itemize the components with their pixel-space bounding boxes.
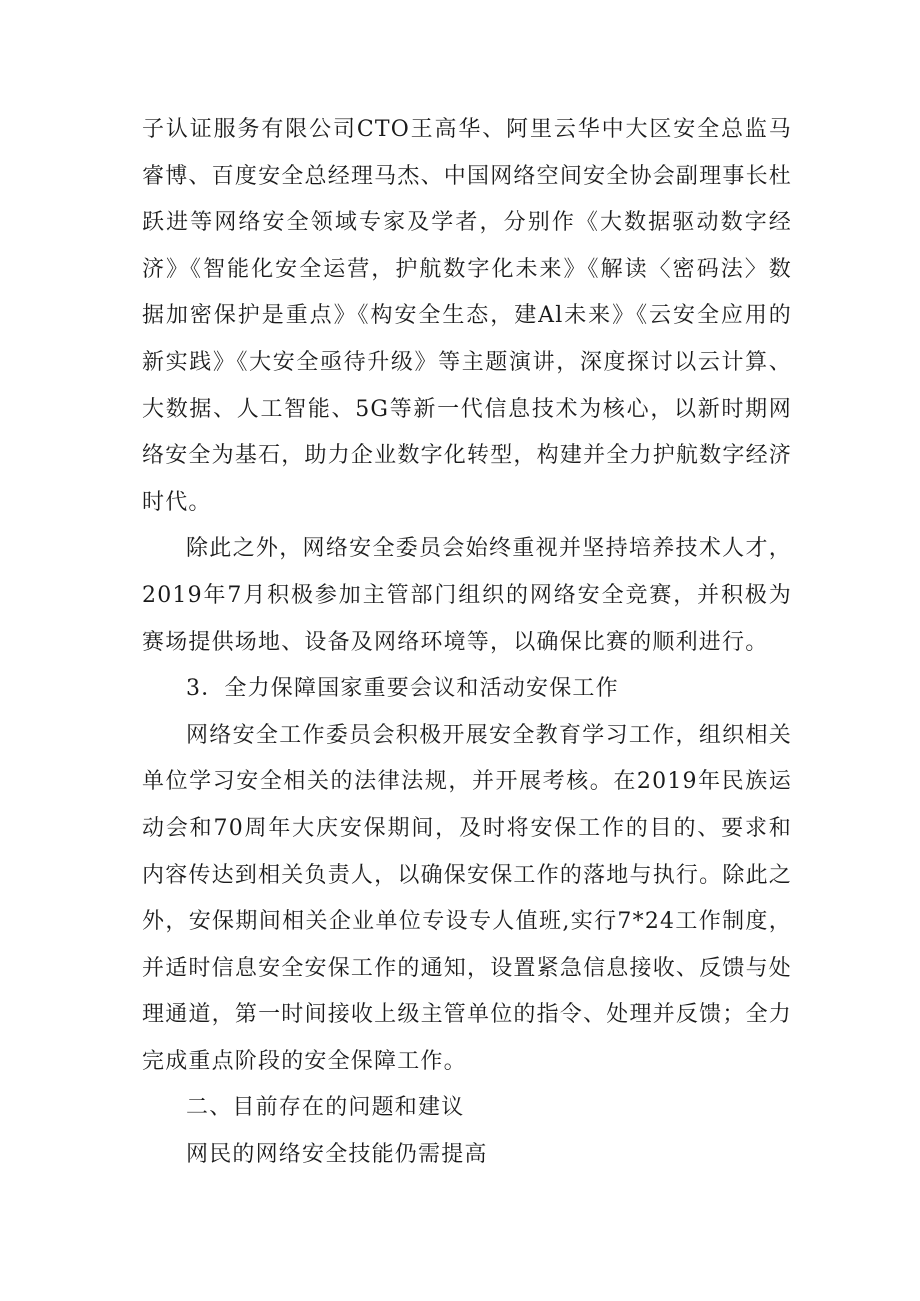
subsection-heading-skills: 网民的网络安全技能仍需提高	[186, 1142, 488, 1168]
paragraph-speakers: 子认证服务有限公司CTO王高华、阿里云华中大区安全总监马睿博、百度安全总经理马杰、中国网络空间安全协会副理事长杜跃进等网络安全领域专家及学者，分别作《大数据驱动数字经济》《智能化安全运营，护航数字化未来》《解读〈密码法〉数据加密保护是重点》《构安全生态，建Al未来》《云安全应用的新实践》《大安全亟待升级》等主题演讲，深度探讨以云计算、大数据、人工智能、5G等新一代信息技术为核心，以新时期网络安全为基石，助力企业数字化转型，构建并全力护航数字经济时代。	[142, 117, 792, 515]
paragraph-security-guarantee: 网络安全工作委员会积极开展安全教育学习工作，组织相关单位学习安全相关的法律法规，并开展考核。在2019年民族运动会和70周年大庆安保期间，及时将安保工作的目的、要求和内容传达到相关负责人，以确保安保工作的落地与执行。除此之外，安保期间相关企业单位专设专人值班,实行7*24工作制度，并适时信息安全安保工作的通知，设置紧急信息接收、反馈与处理通道，第一时间接收上级主管单位的指令、处理并反馈；全力完成重点阶段的安全保障工作。	[142, 722, 792, 1074]
section-heading-security-work: 3．全力保障国家重要会议和活动安保工作	[186, 676, 619, 702]
section-heading-problems: 二、目前存在的问题和建议	[186, 1095, 465, 1121]
document-body	[142, 107, 792, 1179]
paragraph-talent-training: 除此之外，网络安全委员会始终重视并坚持培养技术人才，2019年7月积极参加主管部门组织的网络安全竞赛，并积极为赛场提供场地、设备及网络环境等，以确保比赛的顺利进行。	[142, 536, 792, 655]
